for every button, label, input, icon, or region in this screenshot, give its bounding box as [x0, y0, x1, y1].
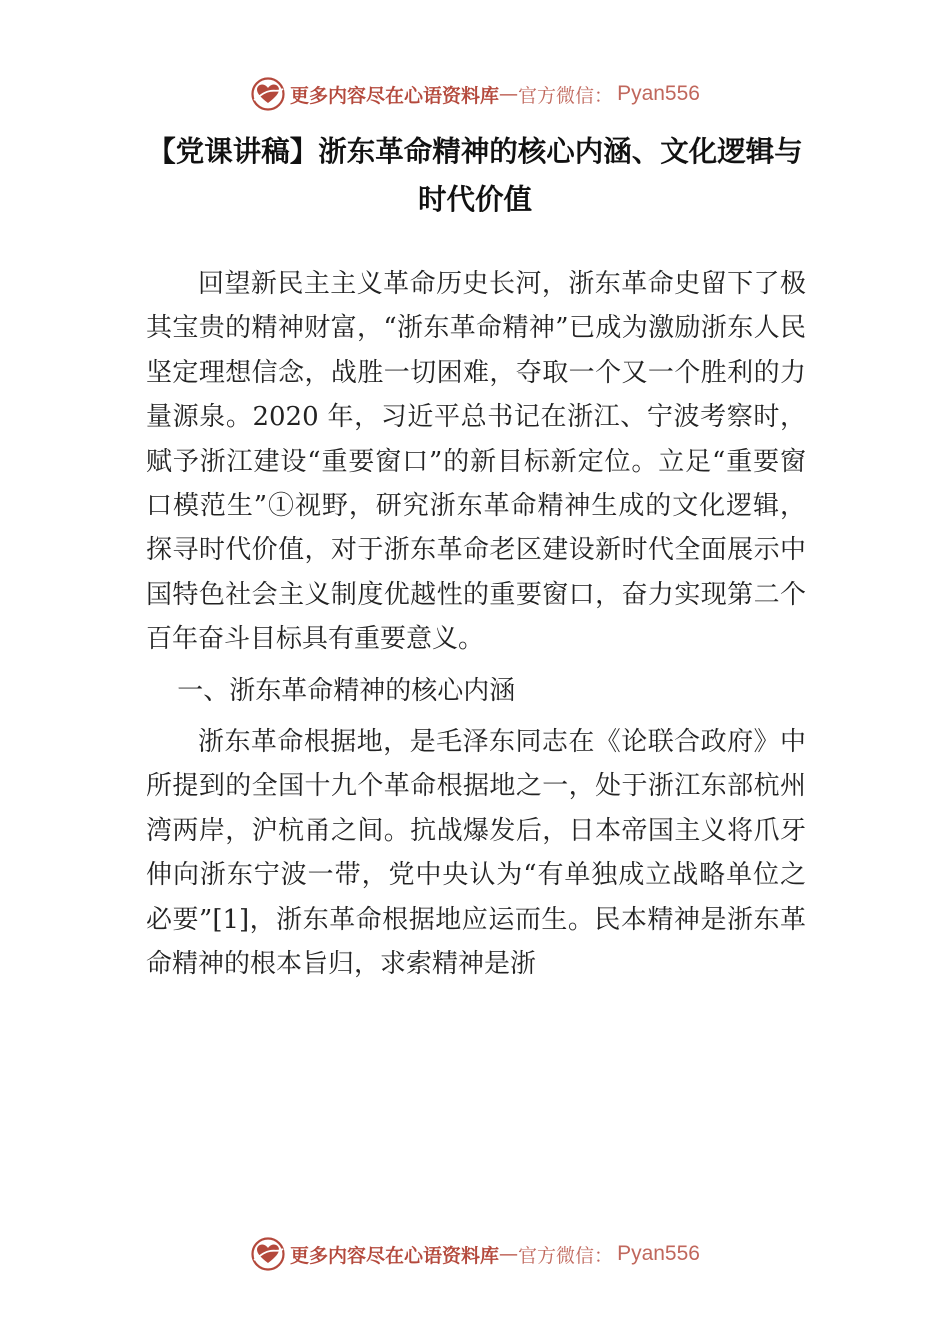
header-banner — [0, 72, 950, 116]
section-heading: 一、浙东革命精神的核心内涵 — [177, 675, 516, 706]
library-text: 更多内容尽在心语资料库 — [290, 84, 500, 107]
wechat-id: Pyan556 — [617, 82, 700, 105]
document-title: 【党课讲稿】浙东革命精神的核心内涵、文化逻辑与时代价值 — [147, 135, 803, 216]
wechat-label: 官方微信： — [518, 84, 614, 107]
paragraph-base-area: 浙东革命根据地，是毛泽东同志在《论联合政府》中所提到的全国十九个革命根据地之一，处于浙江东部杭州湾两岸，沪杭甬之间。抗战爆发后，日本帝国主义将爪牙伸向浙东宁波一带，党中央认为“有单独成立战略单位之必要”[1]，浙东革命根据地应运而生。民本精神是浙东革命精神的根本旨归，求索精神是浙 — [146, 727, 806, 980]
wechat-label: 官方微信： — [518, 1244, 614, 1267]
banner-separator: — — [499, 83, 519, 105]
heart-logo-icon — [250, 1236, 286, 1272]
footer-banner — [0, 1232, 950, 1276]
library-text: 更多内容尽在心语资料库 — [290, 1244, 500, 1267]
banner-separator: — — [499, 1243, 519, 1265]
wechat-id: Pyan556 — [617, 1242, 700, 1265]
paragraph-intro: 回望新民主主义革命历史长河，浙东革命史留下了极其宝贵的精神财富，“浙东革命精神”已成为激励浙东人民坚定理想信念，战胜一切困难，夺取一个又一个胜利的力量源泉。2020 年，习近平总书记在浙江、宁波考察时，赋予浙江建设“重要窗口”的新目标新定位。立足“重要窗口模范生”①视野，研究浙东革命精神生成的文化逻辑，探寻时代价值，对于浙东革命老区建设新时代全面展示中国特色社会主义制度优越性的重要窗口，奋力实现第二个百年奋斗目标具有重要意义。 — [146, 269, 806, 655]
document-body — [146, 262, 806, 994]
heart-logo-icon — [250, 76, 286, 112]
